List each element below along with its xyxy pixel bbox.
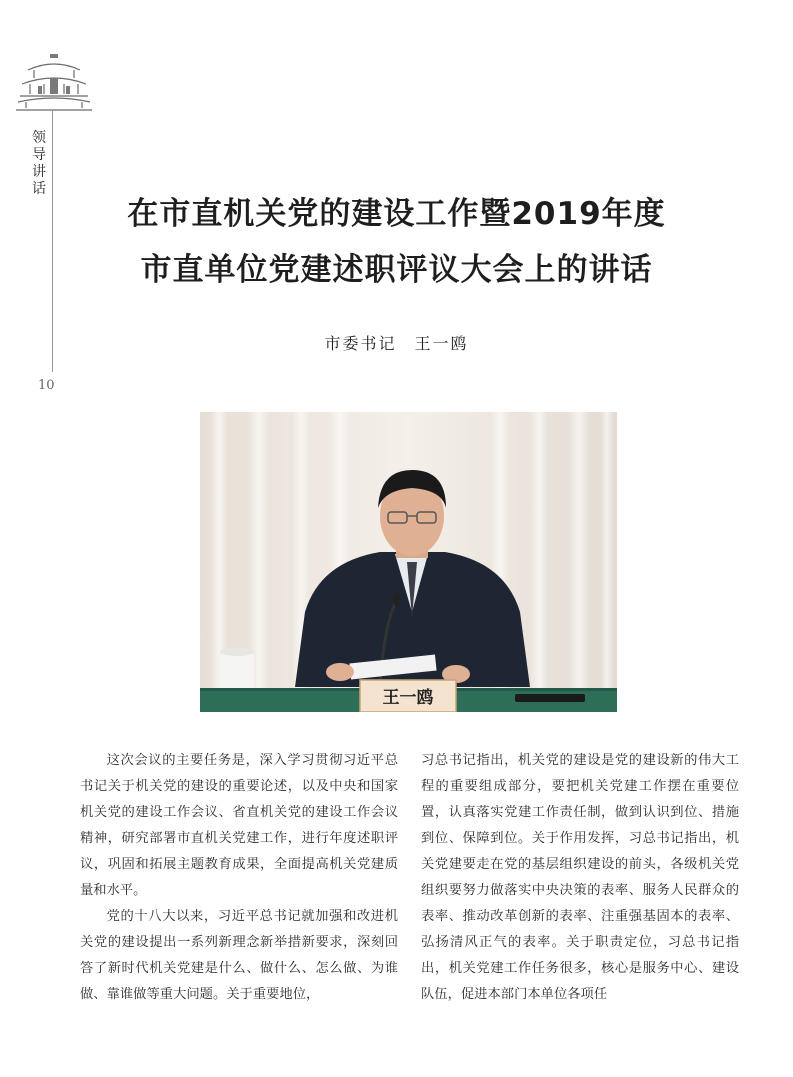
body-paragraph: 这次会议的主要任务是，深入学习贯彻习近平总书记关于机关党的建设的重要论述，以及中央和国家机关党的建设工作会议、省直机关党的建设工作会议精神，研究部署市直机关党建工作，进行年度述职评议，巩固和拓展主题教育成果，全面提高机关党建质量和水平。 xyxy=(80,753,398,898)
title-line-2: 市直单位党建述职评议大会上的讲话 xyxy=(140,252,653,288)
speaker-photo xyxy=(200,412,617,712)
pavilion-logo xyxy=(14,50,94,112)
section-label-char: 话 xyxy=(32,181,46,197)
body-paragraph: 党的十八大以来，习近平总书记就加强和改进机关党的建设提出一系列新理念新举措新要求，深刻回答了新时代机关党建是什么、做什么、怎么做、为谁做、靠谁做等重大问题。关于重要地位， xyxy=(80,909,398,1002)
article-title xyxy=(0,186,793,298)
page-number: 10 xyxy=(38,378,55,393)
title-line-1: 在市直机关党的建设工作暨2019年度 xyxy=(127,196,666,232)
body-column-right xyxy=(421,748,739,1008)
section-label-char: 导 xyxy=(32,147,46,163)
section-label-char: 讲 xyxy=(32,164,46,180)
body-paragraph: 习总书记指出，机关党的建设是党的建设新的伟大工程的重要组成部分，要把机关党建工作摆在重要位置，认真落实党建工作责任制，做到认识到位、措施到位、保障到位。关于作用发挥，习总书记指出，机关党建要走在党的基层组织建设的前头，各级机关党组织要努力做落实中央决策的表率、服务人民群众的表率、推动改革创新的表率、注重强基固本的表率、弘扬清风正气的表率。关于职责定位，习总书记指出，机关党建工作任务很多，核心是服务中心、建设队伍，促进本部门本单位各项任 xyxy=(421,753,739,1002)
nameplate-text: 王一鸥 xyxy=(382,688,434,708)
section-label-char: 领 xyxy=(32,130,46,146)
byline: 市委书记 王一鸥 xyxy=(324,334,469,353)
body-column-left xyxy=(80,748,398,1008)
